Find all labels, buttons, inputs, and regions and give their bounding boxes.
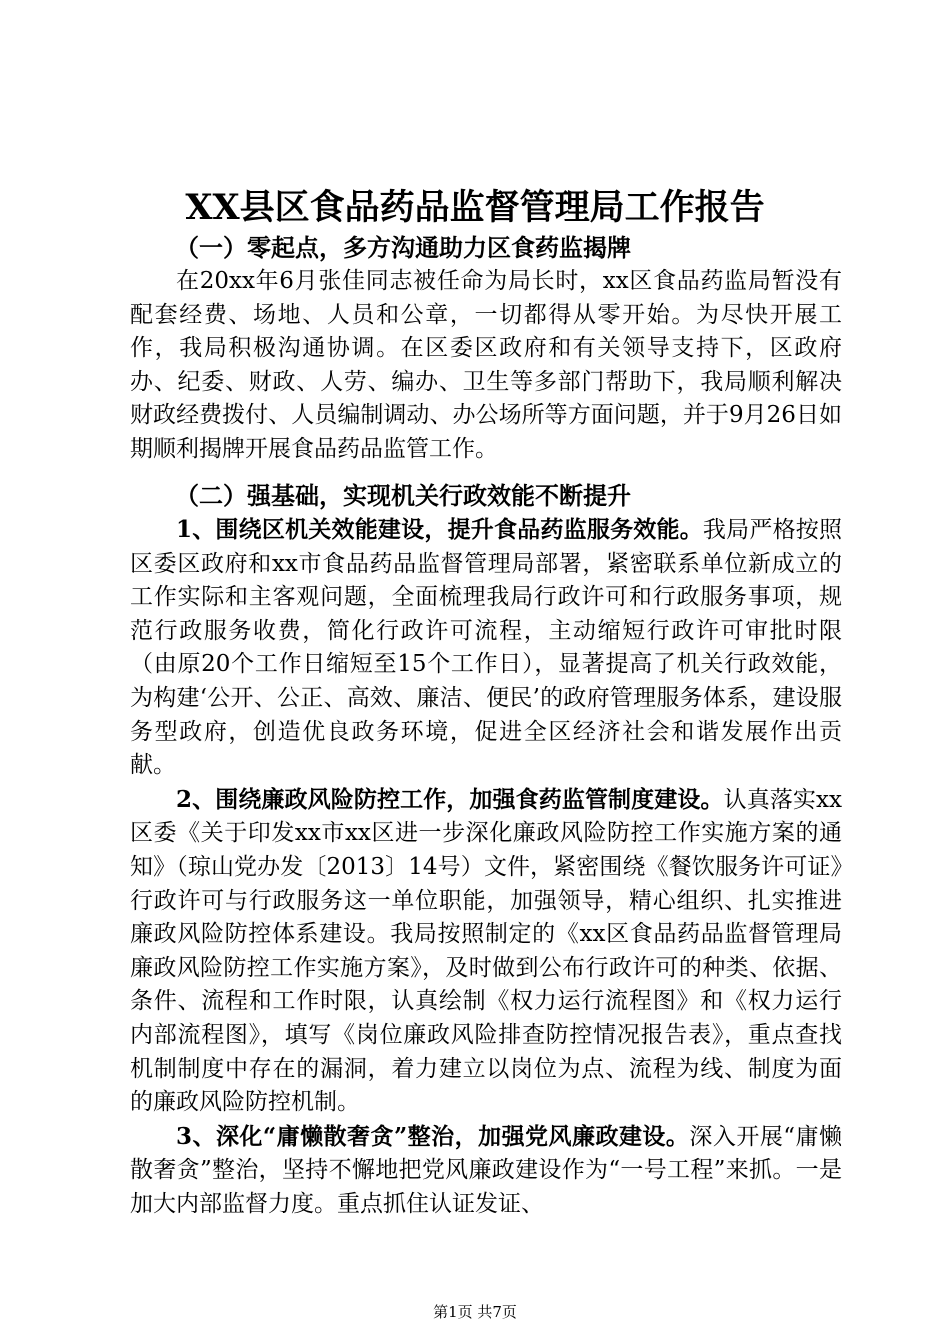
item-1-lead: 1、围绕区机关效能建设，提升食品药监服务效能。 bbox=[176, 516, 703, 543]
section-2-item-2 bbox=[130, 783, 842, 1120]
section-2-item-1 bbox=[130, 513, 842, 783]
section-1-body bbox=[130, 265, 842, 467]
item-2-lead: 2、围绕廉政风险防控工作，加强食药监管制度建设。 bbox=[176, 785, 724, 813]
section-2-item-3 bbox=[130, 1120, 842, 1222]
section-2-heading: （二）强基础，实现机关行政效能不断提升 bbox=[175, 481, 631, 510]
section-1-paragraph: 在20xx年6月张佳同志被任命为局长时，xx区食品药监局暂没有配套经费、场地、人员和公章，一切都得从零开始。为尽快开展工作，我局积极沟通协调。在区委区政府和有关领导支持下，区政府办、纪委、财政、人劳、编办、卫生等多部门帮助下，我局顺利解决财政经费拨付、人员编制调动、办公场所等方面问题，并于9月26日如期顺利揭牌开展食品药品监管工作。 bbox=[130, 268, 842, 462]
item-3-text: 深入开展“庸懒散奢贪”整治，坚持不懈地把党风廉政建设作为“一号工程”来抓。一是加大内部监督力度。重点抓住认证发证、 bbox=[130, 1123, 842, 1217]
item-1-text: 我局严格按照区委区政府和xx市食品药品监督管理局部署，紧密联系单位新成立的工作实际和主客观问题，全面梳理我局行政许可和行政服务事项，规范行政服务收费，简化行政许可流程，主动缩短行政许可审批时限（由原20个工作日缩短至15个工作日），显著提高了机关行政效能，为构建‘公开、公正、高效、廉洁、便民’的政府管理服务体系，建设服务型政府，创造优良政务环境，促进全区经济社会和谐发展作出贡献。 bbox=[130, 517, 842, 779]
item-3-lead: 3、深化“庸懒散奢贪”整治，加强党风廉政建设。 bbox=[176, 1122, 690, 1150]
section-1-heading: （一）零起点，多方沟通助力区食药监揭牌 bbox=[175, 233, 631, 262]
item-2-text: 认真落实xx区委《关于印发xx市xx区进一步深化廉政风险防控工作实施方案的通知》（琼山党办发〔2013〕14号）文件，紧密围绕《餐饮服务许可证》行政许可与行政服务这一单位职能，加强领导，精心组织、扎实推进廉政风险防控体系建设。我局按照制定的《xx区食品药品监督管理局廉政风险防控工作实施方案》，及时做到公布行政许可的种类、依据、条件、流程和工作时限，认真绘制《权力运行流程图》和《权力运行内部流程图》，填写《岗位廉政风险排查防控情况报告表》，重点查找机制制度中存在的漏洞，着力建立以岗位为点、流程为线、制度为面的廉政风险防控机制。 bbox=[130, 786, 842, 1116]
page-number-footer: 第1页 共7页 bbox=[433, 1303, 517, 1321]
document-title: XX县区食品药品监督管理局工作报告 bbox=[185, 187, 765, 228]
section-2-body bbox=[130, 513, 842, 1221]
